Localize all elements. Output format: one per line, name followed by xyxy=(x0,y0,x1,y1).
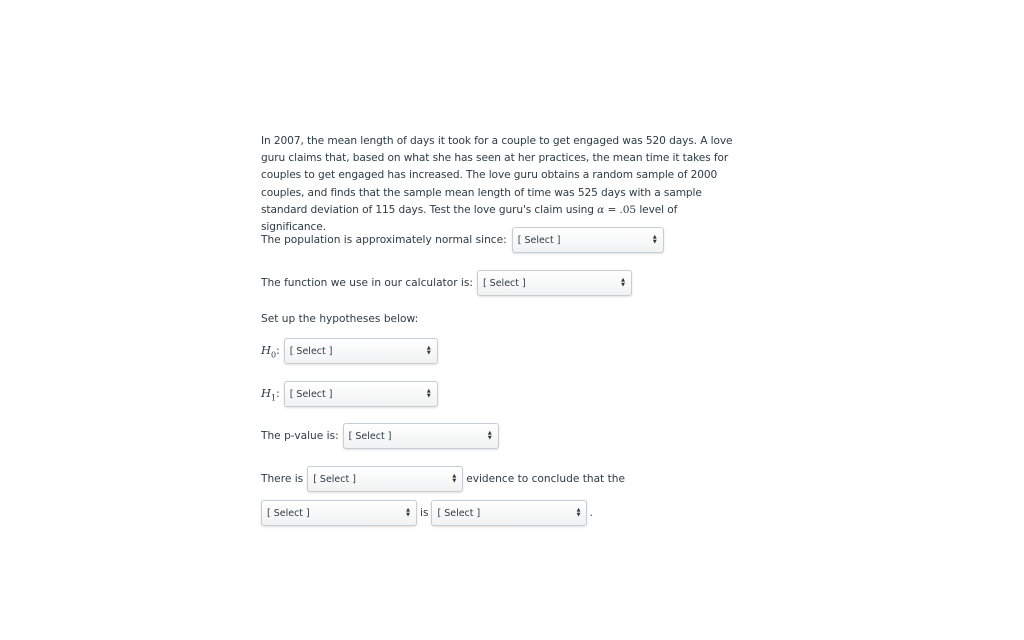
up-down-arrow-icon: ▲ ▼ xyxy=(621,277,625,288)
alpha-symbol: α xyxy=(597,203,605,216)
equals-sign: = xyxy=(604,203,620,216)
h1-colon: : xyxy=(276,388,280,400)
select-value: [ Select ] xyxy=(437,507,481,519)
population-label: The population is approximately normal since: xyxy=(261,234,507,246)
select-value: [ Select ] xyxy=(517,234,561,246)
evidence-label: evidence to conclude that the xyxy=(466,473,625,485)
population-select[interactable] xyxy=(512,227,664,253)
question-text xyxy=(261,133,741,236)
function-label: The function we use in our calculator is: xyxy=(261,277,473,289)
up-down-arrow-icon: ▲ ▼ xyxy=(452,473,457,484)
h1-select[interactable] xyxy=(284,381,438,407)
function-row xyxy=(261,270,632,296)
up-down-arrow-icon: ▲ ▼ xyxy=(576,507,581,518)
hypotheses-row xyxy=(261,313,418,325)
up-down-arrow-icon: ▲ ▼ xyxy=(652,234,657,245)
population-row xyxy=(261,227,664,253)
select-value: [ Select ] xyxy=(289,345,333,357)
function-select[interactable] xyxy=(477,270,632,296)
question-tail: level of significance. xyxy=(261,203,678,234)
comparison-select[interactable] xyxy=(431,500,587,526)
pvalue-row xyxy=(261,423,499,449)
h0-row xyxy=(261,338,438,364)
evidence-row xyxy=(261,466,625,492)
pvalue-select[interactable] xyxy=(343,423,499,449)
h0-colon: : xyxy=(276,345,280,357)
evidence-select[interactable] xyxy=(307,466,463,492)
up-down-arrow-icon: ▲ ▼ xyxy=(406,507,410,518)
up-down-arrow-icon: ▲ ▼ xyxy=(426,345,431,356)
up-down-arrow-icon: ▲ ▼ xyxy=(487,430,492,441)
hypotheses-label: Set up the hypotheses below: xyxy=(261,313,419,325)
select-value: [ Select ] xyxy=(482,277,526,289)
alpha-value: .05 xyxy=(619,203,637,216)
question-body: In 2007, the mean length of days it took for a couple to get engaged was 520 days. A love guru claims that, based on what she has seen at her practices, the mean time it takes for couples to get engaged has increased. The love guru obtains a random sample of 2000 couples, and finds that the sample mean length of time was 525 days with a sample standard deviation of 115 days. Test the love guru's claim using xyxy=(261,135,733,216)
h0-label: $H_0$ xyxy=(261,342,277,360)
h0-select[interactable] xyxy=(284,338,438,364)
conclusion-row xyxy=(261,500,593,526)
h1-label: $H_1$ xyxy=(261,385,277,403)
is-label: is xyxy=(420,507,429,519)
select-value: [ Select ] xyxy=(348,430,392,442)
select-value: [ Select ] xyxy=(313,473,356,485)
quiz-question-content xyxy=(261,133,741,236)
select-value: [ Select ] xyxy=(267,507,310,519)
select-value: [ Select ] xyxy=(289,388,333,400)
up-down-arrow-icon: ▲ ▼ xyxy=(426,388,431,399)
h1-row xyxy=(261,381,438,407)
parameter-select[interactable] xyxy=(261,500,417,526)
there-is-label: There is xyxy=(261,473,304,485)
period: . xyxy=(589,507,593,519)
pvalue-label: The p-value is: xyxy=(261,430,339,442)
